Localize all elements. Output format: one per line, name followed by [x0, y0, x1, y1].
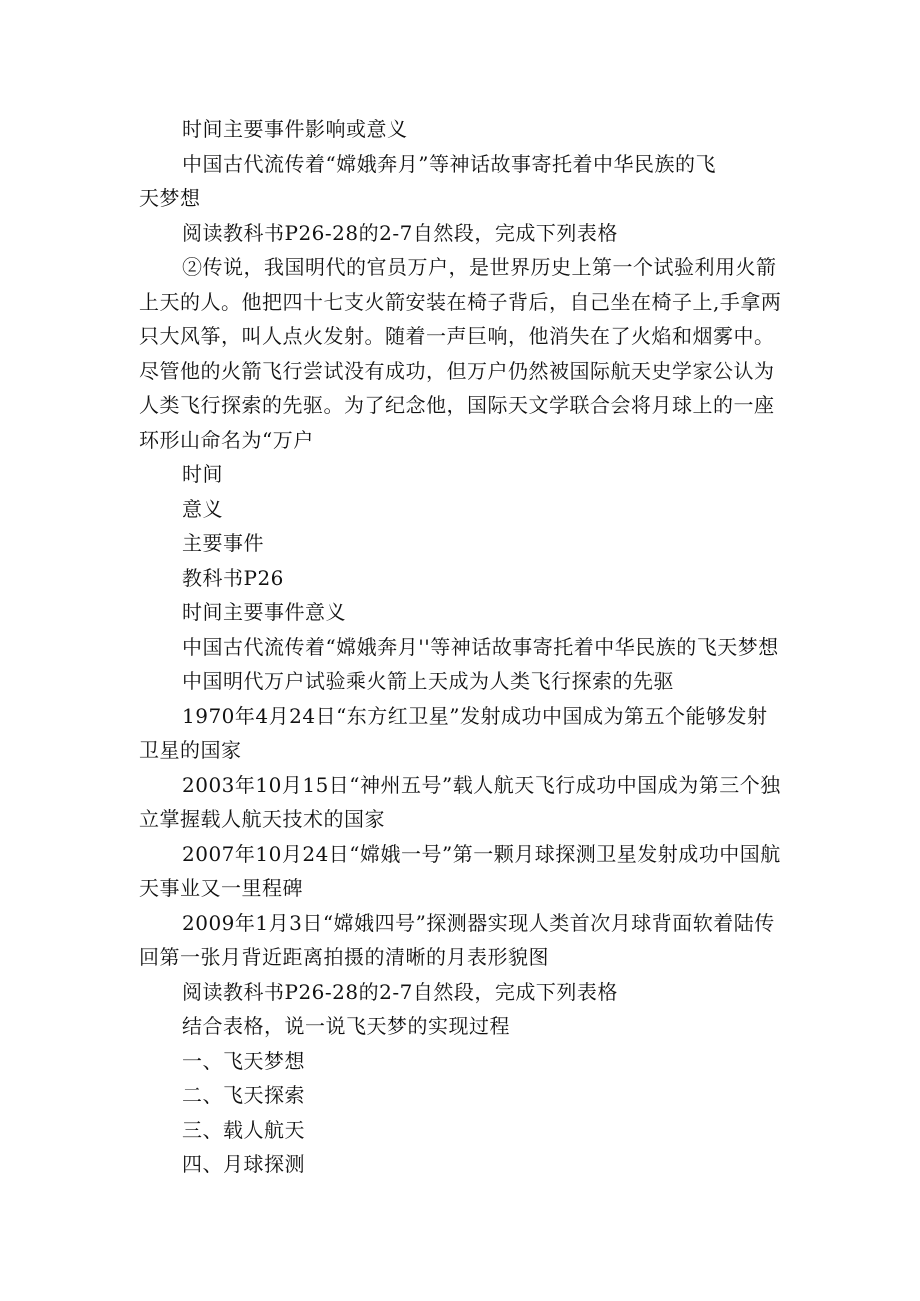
table-header-text: 时间主要事件意义 — [182, 600, 346, 624]
reading-instruction: 阅读教科书P26-28的2-7自然段，完成下列表格 — [182, 220, 618, 245]
table-row-text: 中国明代万户试验乘火箭上天成为人类飞行探索的先驱 — [182, 669, 674, 693]
outline-item: 一、飞天梦想 — [182, 1048, 305, 1073]
outline-item: 四、月球探测 — [182, 1152, 305, 1176]
discussion-prompt: 结合表格，说一说飞天梦的实现过程 — [182, 1014, 510, 1038]
paragraph-continuation: 天梦想 — [139, 186, 201, 210]
outline-item: 二、飞天探索 — [182, 1083, 305, 1107]
table-header-text: 时间主要事件影响或意义 — [182, 117, 408, 141]
table-row-text: 2007年10月24日“嫦娥一号”第一颗月球探测卫星发射成功中国航天事业又一里程碑 — [139, 841, 781, 900]
outline-item: 三、载人航天 — [182, 1117, 305, 1142]
label-time: 时间 — [182, 462, 223, 486]
paragraph: 中国古代流传着“嫦娥奔月”等神话故事寄托着中华民族的飞 — [182, 151, 716, 176]
textbook-reference: 教科书P26 — [182, 565, 284, 590]
table-row-text: 2003年10月15日“神州五号”载人航天飞行成功中国成为第三个独立掌握载人航天技术的国家 — [139, 772, 781, 831]
label-main-events: 主要事件 — [182, 531, 264, 555]
label-meaning: 意义 — [182, 496, 223, 521]
table-row-text: 2009年1月3日“嫦娥四号”探测器实现人类首次月球背面软着陆传回第一张月背近距离拍摄的清晰的月表形貌图 — [139, 910, 775, 969]
table-row-text: 1970年4月24日“东方红卫星”发射成功中国成为第五个能够发射卫星的国家 — [139, 703, 768, 762]
reading-instruction: 阅读教科书P26-28的2-7自然段，完成下列表格 — [182, 979, 618, 1004]
table-row-text: 中国古代流传着“嫦娥奔月''等神话故事寄托着中华民族的飞天梦想 — [182, 634, 779, 659]
wanhu-legend-paragraph: ②传说，我国明代的官员万户，是世界历史上第一个试验利用火箭上天的人。他把四十七支火箭安装在椅子背后，自己坐在椅子上,手拿两只大风筝，叫人点火发射。随着一声巨响，他消失在了火焰和烟雾中。尽管他的火箭飞行尝试没有成功，但万户仍然被国际航天史学家公认为人类飞行探索的先驱。为了纪念他，国际天文学联合会将月球上的一座环形山命名为“万户 — [139, 255, 782, 452]
